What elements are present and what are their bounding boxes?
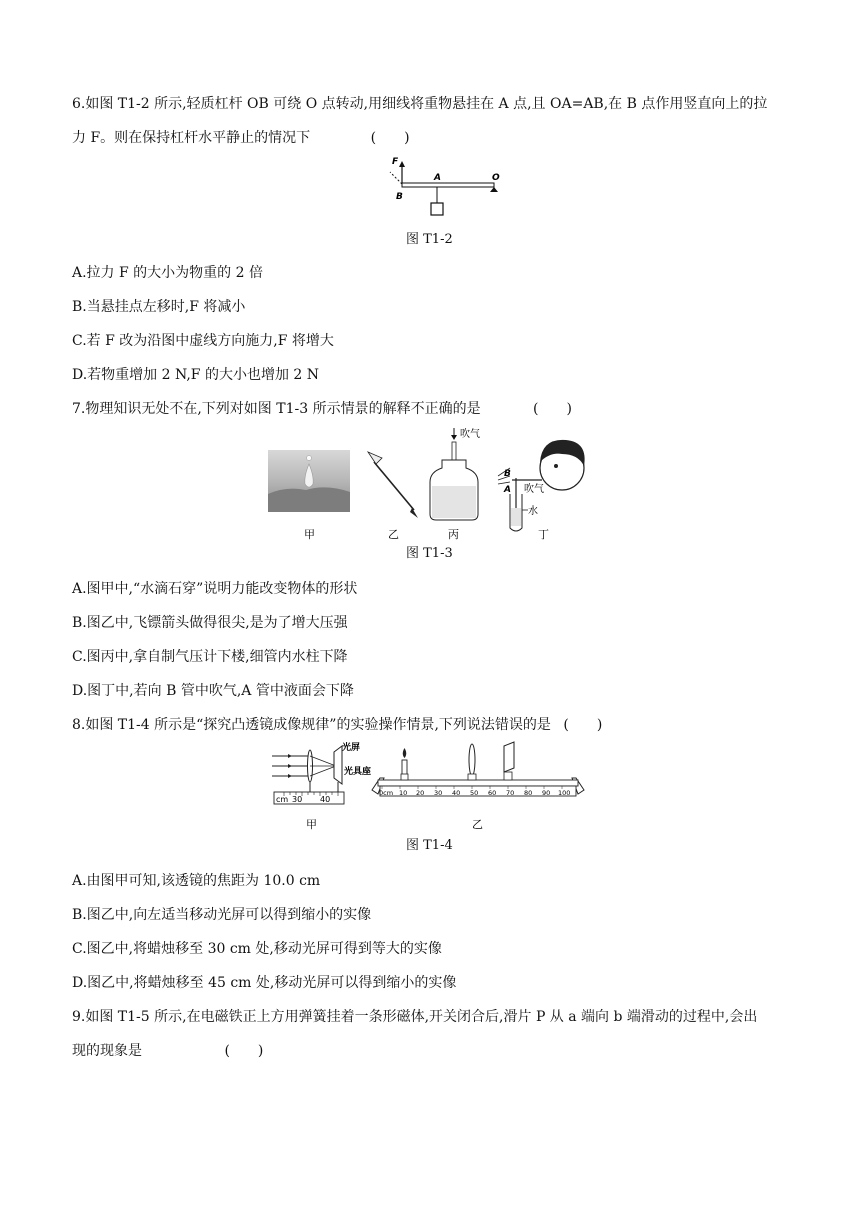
bench-tick-60: 60 [488, 789, 497, 797]
bench-tick-50: 50 [470, 789, 479, 797]
label-o: O [492, 173, 500, 183]
lens-figure-t1-4 [268, 738, 592, 834]
q6-option-c: C.若 F 改为沿图中虚线方向施力,F 将增大 [72, 333, 334, 349]
q6-option-a: A.拉力 F 的大小为物重的 2 倍 [72, 265, 263, 281]
bench-tick-20: 20 [416, 789, 425, 797]
lever-figure-t1-2 [380, 152, 510, 218]
bench-tick-30: 30 [434, 789, 443, 797]
q6-stem-line1: 6.如图 T1-2 所示,轻质杠杆 OB 可绕 O 点转动,用细线将重物悬挂在 A 点,且 OA=AB,在 B 点作用竖直向上的拉 [72, 96, 768, 112]
dart-shaft [374, 462, 414, 510]
screen-jia [334, 746, 342, 784]
figure-caption-t1-3: 图 T1-3 [406, 546, 453, 561]
bench-tick-80: 80 [524, 789, 533, 797]
label-chuiqi-top: 吹气 [460, 429, 480, 440]
q8-option-c: C.图乙中,将蜡烛移至 30 cm 处,移动光屏可得到等大的实像 [72, 941, 442, 957]
label-f: F [392, 157, 399, 167]
bench-tick-100: 100 [558, 789, 571, 797]
label-yi-t1-4: 乙 [472, 818, 483, 831]
ray-arrow-2 [288, 764, 292, 768]
q9-stem-line2 [72, 1042, 263, 1060]
hanging-weight [431, 203, 443, 215]
label-jia-t1-4: 甲 [306, 818, 317, 831]
bench-tick-40: 40 [452, 789, 461, 797]
q7-stem-line1 [72, 400, 572, 418]
ray-arrow-1 [288, 754, 292, 758]
pivot-o [490, 187, 498, 192]
bottle-water [432, 486, 476, 518]
dart-flight [368, 452, 382, 464]
refracted-ray-1 [310, 756, 336, 766]
q8-stem-line1 [72, 716, 602, 734]
q6-stem-text: 力 F。则在保持杠杆水平静止的情况下 [72, 130, 311, 146]
candle-holder [401, 774, 408, 780]
label-a-tube: A [504, 485, 511, 495]
bench-tick-90: 90 [542, 789, 551, 797]
bench-tick-0: 0cm [379, 789, 394, 797]
screen-yi [504, 742, 514, 772]
lens-holder [468, 774, 476, 780]
q6-option-d: D.若物重增加 2 N,F 的大小也增加 2 N [72, 367, 320, 383]
ray-arrow-3 [288, 774, 292, 778]
lens-yi [469, 744, 475, 776]
label-bing: 丙 [448, 528, 459, 541]
q6-answer-paren: ( ) [370, 130, 410, 146]
q7-stem-text: 7.物理知识无处不在,下列对如图 T1-3 所示情景的解释不正确的是 [72, 401, 481, 417]
q9-answer-paren: ( ) [224, 1043, 264, 1059]
refracted-ray-2 [310, 766, 336, 776]
ruler-tick-40: 40 [320, 795, 331, 804]
q6-option-b: B.当悬挂点左移时,F 将减小 [72, 299, 246, 315]
q7-option-a: A.图甲中,“水滴石穿”说明力能改变物体的形状 [72, 581, 358, 597]
dashed-force-line [390, 172, 402, 184]
figure-caption-t1-4: 图 T1-4 [406, 838, 453, 853]
bench-tick-10: 10 [399, 789, 408, 797]
tube-water [511, 508, 521, 526]
label-jia: 甲 [304, 528, 315, 541]
label-ding: 丁 [538, 528, 549, 541]
q7-option-d: D.图丁中,若向 B 管中吹气,A 管中液面会下降 [72, 683, 354, 699]
candle [402, 760, 407, 776]
scenes-figure-t1-3 [266, 424, 592, 544]
label-yi: 乙 [388, 528, 399, 541]
q8-option-d: D.图乙中,将蜡烛移至 45 cm 处,移动光屏可以得到缩小的实像 [72, 975, 457, 991]
falling-drop [307, 456, 312, 461]
stone-surface [268, 487, 350, 512]
bench-tick-70: 70 [506, 789, 515, 797]
screen-holder [504, 772, 512, 780]
ruler-unit-cm: cm [276, 795, 289, 804]
q8-option-a: A.由图甲可知,该透镜的焦距为 10.0 cm [72, 873, 321, 889]
figure-caption-t1-2: 图 T1-2 [406, 232, 453, 247]
boy-eye [554, 464, 558, 468]
label-guangping: 光屏 [342, 743, 361, 753]
label-b-tube: B [504, 469, 511, 479]
q6-stem-line2 [72, 129, 410, 147]
spray-line-3 [498, 482, 510, 484]
q8-answer-paren: ( ) [563, 717, 603, 733]
q7-option-b: B.图乙中,飞镖箭头做得很尖,是为了增大压强 [72, 615, 348, 631]
bench-rail [378, 780, 578, 786]
lever-bar [402, 183, 494, 187]
q8-stem-text: 8.如图 T1-4 所示是“探究凸透镜成像规律”的实验操作情景,下列说法错误的是 [72, 717, 551, 733]
q9-stem-line1: 9.如图 T1-5 所示,在电磁铁正上方用弹簧挂着一条形磁体,开关闭合后,滑片 P 从 a 端向 b 端滑动的过程中,会出 [72, 1009, 758, 1025]
label-guangjuzuo: 光具座 [344, 767, 372, 777]
force-arrowhead [399, 161, 405, 167]
blow-arrowhead-top [451, 435, 457, 440]
ruler-tick-30: 30 [292, 795, 303, 804]
label-chuiqi-side: 吹气 [524, 484, 544, 495]
candle-flame-icon [403, 748, 407, 758]
q9-stem-text: 现的现象是 [72, 1043, 142, 1059]
q8-option-b: B.图乙中,向左适当移动光屏可以得到缩小的实像 [72, 907, 372, 923]
label-b: B [396, 192, 403, 202]
label-shui: 水 [528, 506, 538, 517]
q7-option-c: C.图丙中,拿自制气压计下楼,细管内水柱下降 [72, 649, 348, 665]
label-a: A [434, 173, 441, 183]
q7-answer-paren: ( ) [533, 401, 572, 417]
